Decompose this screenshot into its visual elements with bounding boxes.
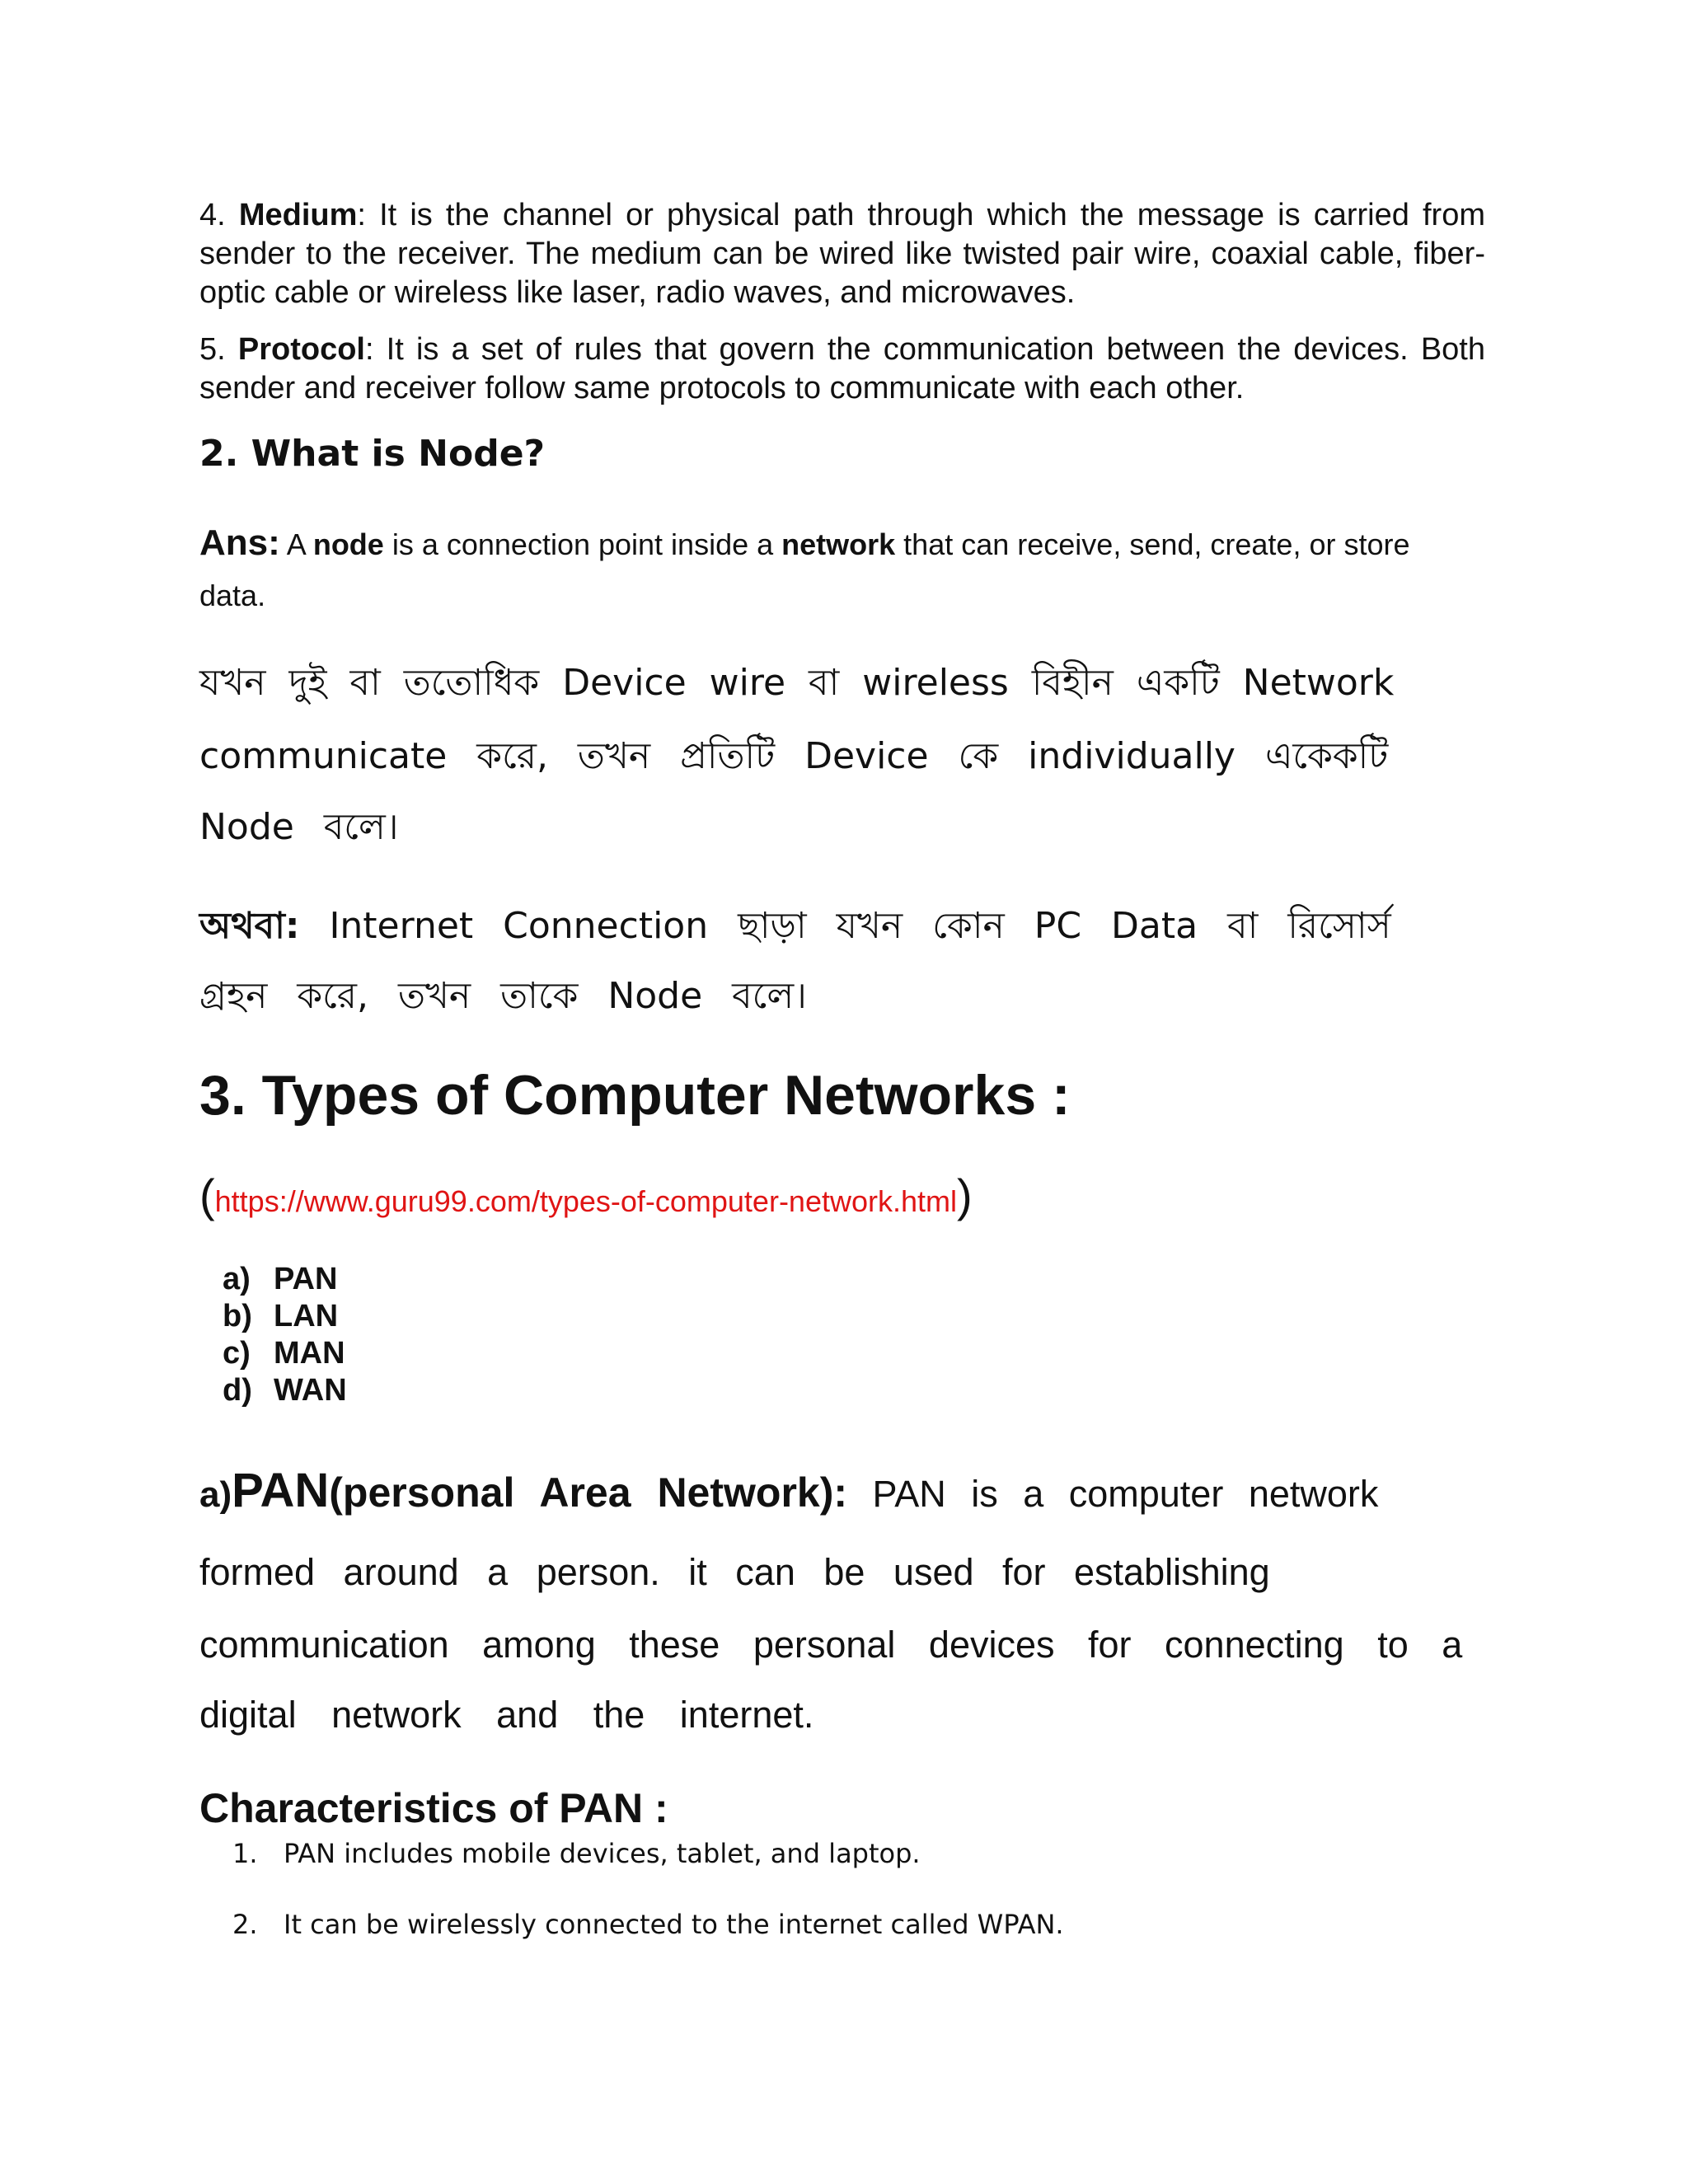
characteristics-item bbox=[232, 1838, 921, 1869]
pan-definition-line: formed around a person. it can be used for establishing bbox=[199, 1551, 1270, 1593]
pan-definition-line bbox=[199, 1463, 1485, 1518]
list-text: PAN bbox=[274, 1262, 338, 1296]
point-number: 4. bbox=[199, 198, 226, 232]
list-text: WAN bbox=[274, 1373, 347, 1408]
point-protocol bbox=[199, 330, 1485, 408]
list-text: LAN bbox=[274, 1299, 339, 1333]
network-types-list bbox=[223, 1261, 347, 1409]
bangla-line: যখন দুই বা ততোধিক Device wire বা wireless বিহীন একটি Network bbox=[199, 662, 1395, 704]
reference-link[interactable]: https://www.guru99.com/types-of-computer-network.html bbox=[214, 1184, 957, 1218]
list-letter: c) bbox=[223, 1336, 251, 1371]
point-text: : It is a set of rules that govern the communication between the devices. Both sender and receiver follow same protocols to communicate with each other. bbox=[199, 332, 1486, 405]
item-number: 2. bbox=[232, 1909, 258, 1940]
characteristics-item bbox=[232, 1909, 1064, 1940]
point-text: : It is the channel or physical path through which the message is carried from sender to the receiver. The medium can be wired like twisted pair wire, coaxial cable, fiber-optic cable or wireless like laser, radio waves, and microwaves. bbox=[199, 198, 1485, 310]
section-heading-node: 2. What is Node? bbox=[199, 433, 546, 475]
point-medium bbox=[199, 196, 1485, 312]
list-text: MAN bbox=[274, 1336, 345, 1371]
pan-letter: a) bbox=[199, 1474, 232, 1515]
list-item bbox=[223, 1335, 347, 1372]
bangla-text: Internet Connection ছাড়া যখন কোন PC Data বা রিসোর্স bbox=[299, 905, 1391, 947]
alt-label: অথবা: bbox=[199, 905, 300, 947]
bangla-alt-line bbox=[199, 898, 1391, 958]
point-term: Protocol bbox=[237, 332, 365, 367]
list-item bbox=[223, 1298, 347, 1335]
reference-line bbox=[199, 1169, 1485, 1222]
answer-term-network: network bbox=[781, 527, 896, 561]
node-answer bbox=[199, 518, 1469, 621]
pan-text: PAN is a computer network bbox=[847, 1473, 1379, 1515]
pan-definition-line: communication among these personal devices for connecting to a bbox=[199, 1624, 1463, 1666]
pan-term-expansion: (personal Area Network): bbox=[329, 1469, 848, 1516]
point-term: Medium bbox=[238, 198, 358, 232]
answer-label: Ans: bbox=[199, 523, 280, 563]
list-letter: a) bbox=[223, 1262, 251, 1296]
section-heading-types: 3. Types of Computer Networks : bbox=[199, 1064, 1071, 1127]
item-text: PAN includes mobile devices, tablet, and laptop. bbox=[284, 1838, 921, 1869]
paren: ) bbox=[957, 1169, 973, 1221]
bangla-line: communicate করে, তখন প্রতিটি Device কে individually একেকটি bbox=[199, 735, 1389, 777]
list-item bbox=[223, 1372, 347, 1409]
pan-term: PAN bbox=[232, 1464, 330, 1517]
characteristics-heading: Characteristics of PAN : bbox=[199, 1785, 668, 1831]
paren: ( bbox=[199, 1169, 215, 1221]
bangla-line: গ্রহন করে, তখন তাকে Node বলে। bbox=[199, 975, 807, 1017]
list-item bbox=[223, 1261, 347, 1298]
item-text: It can be wirelessly connected to the internet called WPAN. bbox=[284, 1909, 1064, 1940]
list-letter: d) bbox=[223, 1373, 252, 1408]
list-letter: b) bbox=[223, 1299, 252, 1333]
answer-text: that can receive, send, create, or store data. bbox=[199, 527, 1410, 612]
bangla-line: Node বলে। bbox=[199, 806, 399, 848]
answer-text: A bbox=[279, 527, 313, 561]
item-number: 1. bbox=[232, 1838, 258, 1869]
point-number: 5. bbox=[199, 332, 226, 367]
pan-definition-line: digital network and the internet. bbox=[199, 1694, 814, 1736]
answer-term-node: node bbox=[312, 527, 384, 561]
answer-text: is a connection point inside a bbox=[383, 527, 782, 561]
